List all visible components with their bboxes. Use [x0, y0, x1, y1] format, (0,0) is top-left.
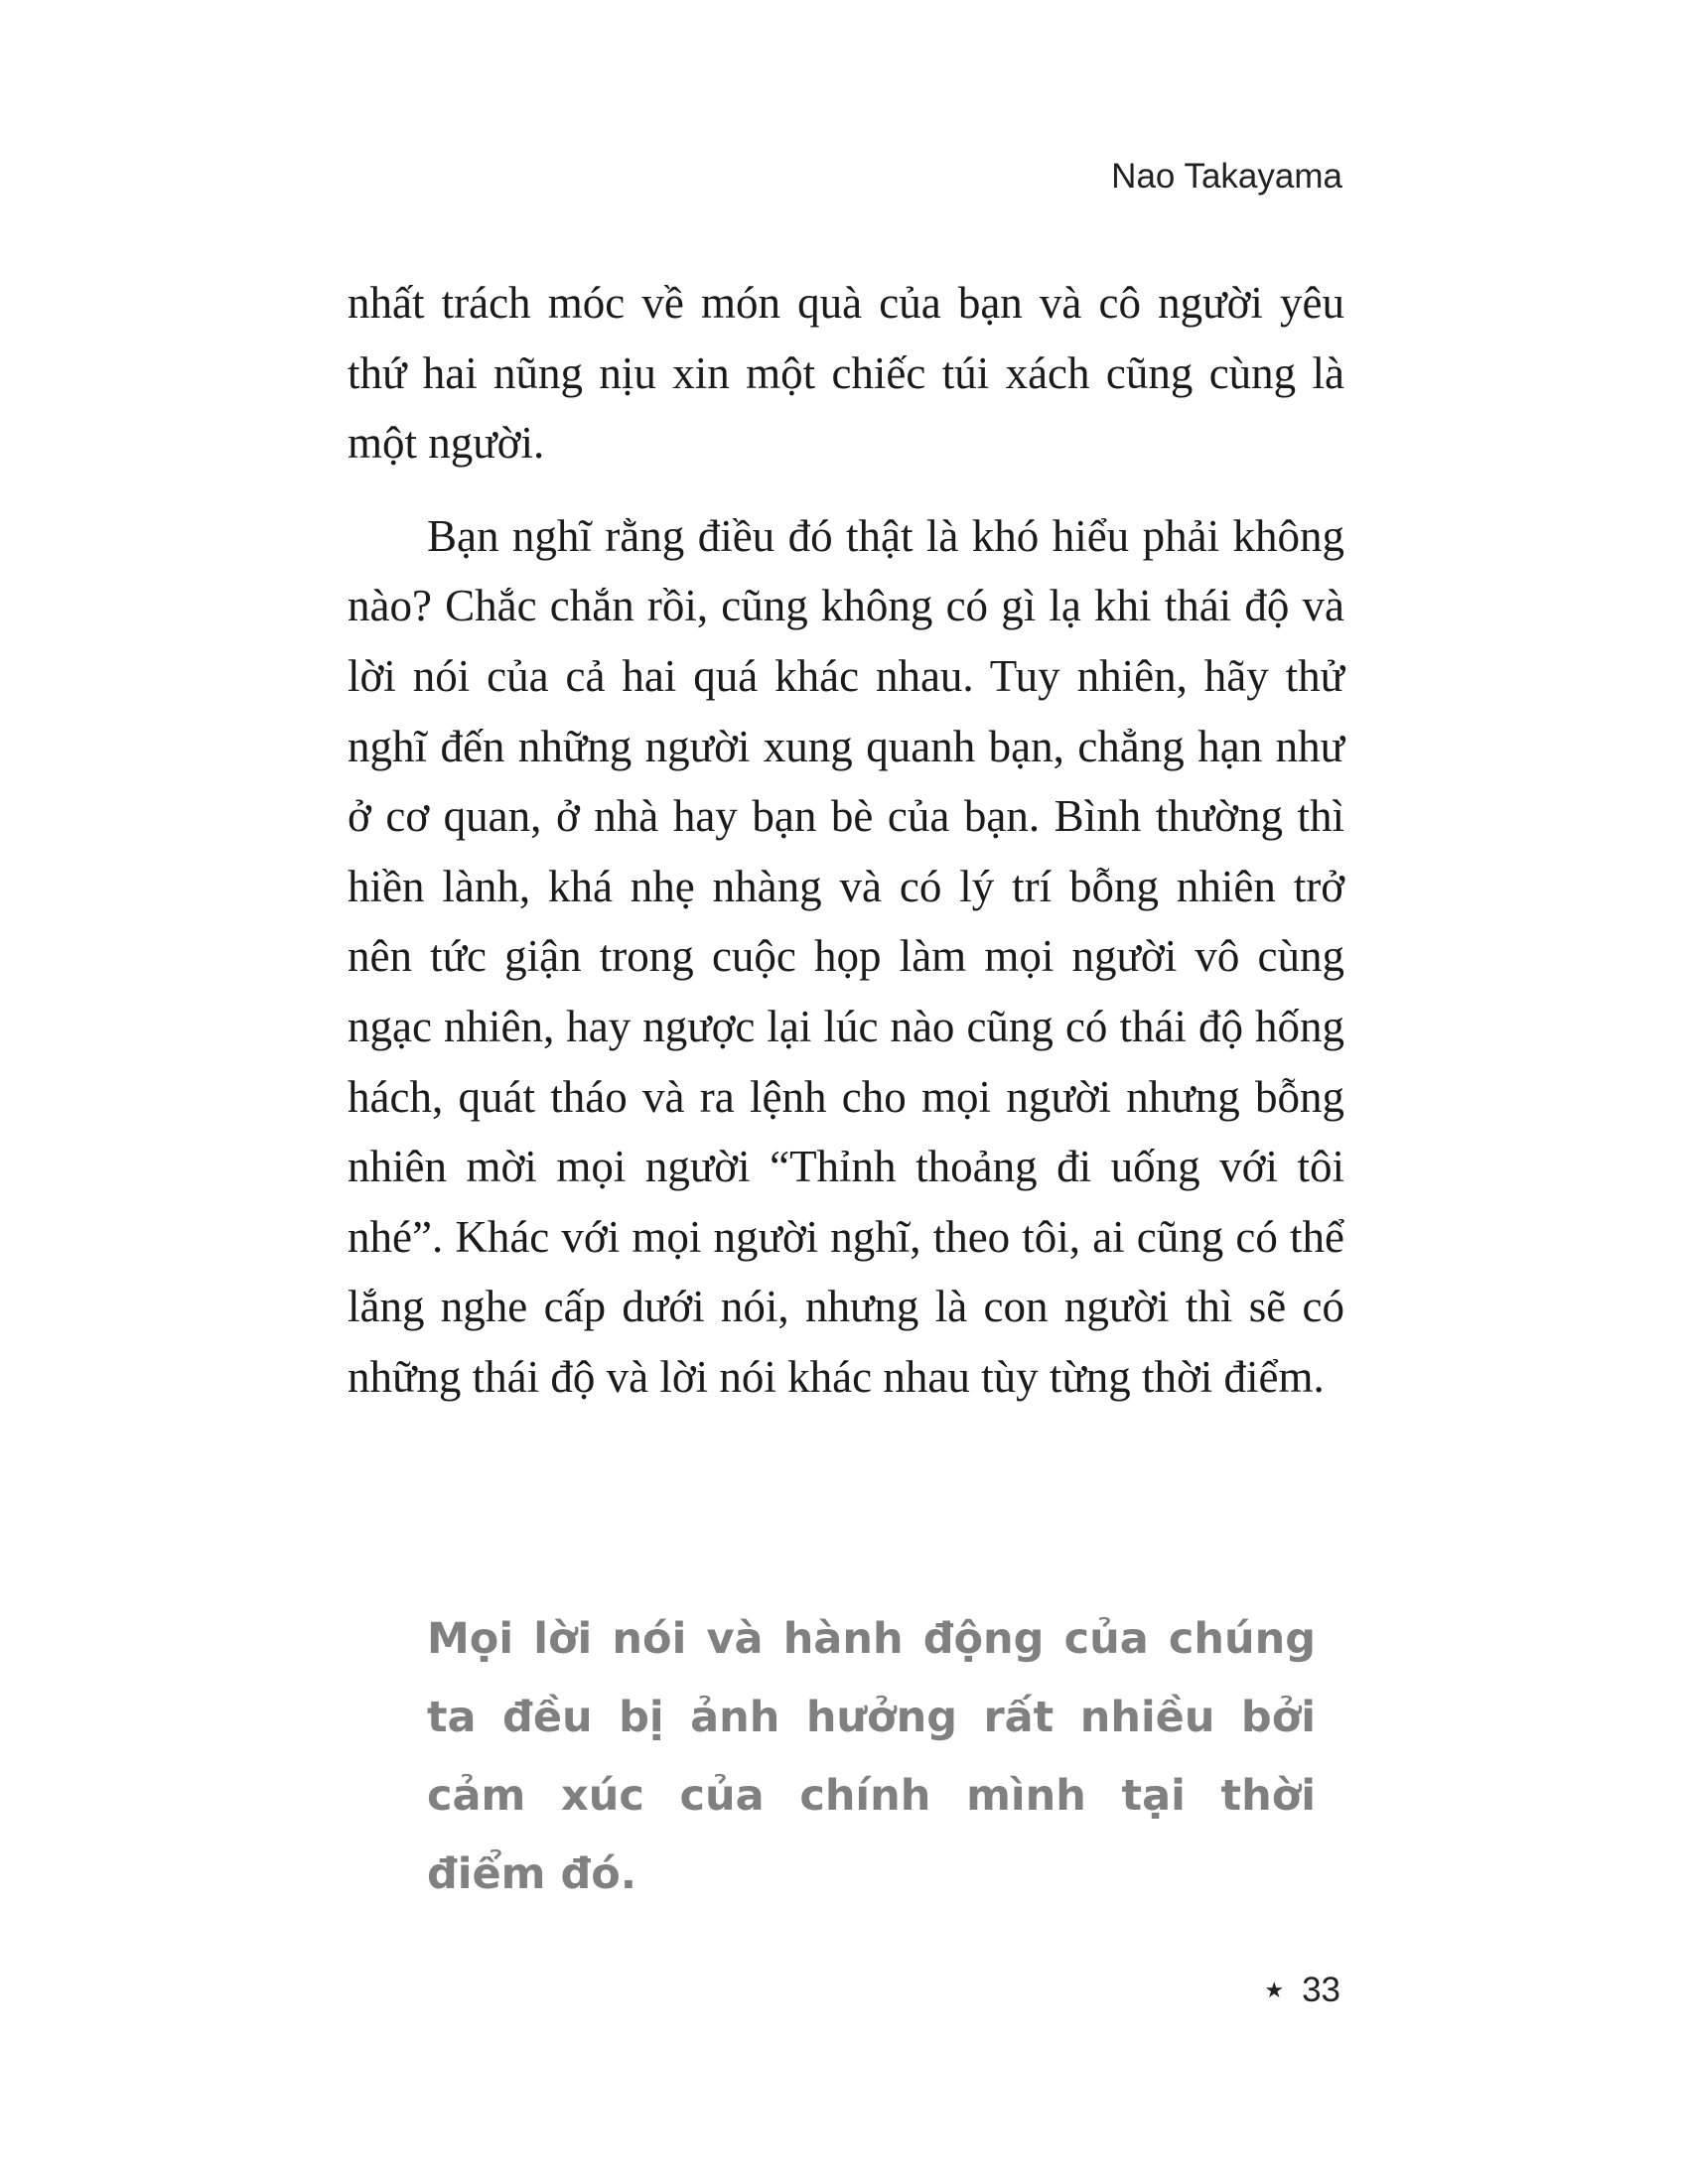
body-text — [348, 268, 1344, 1413]
star-icon: ★ — [1264, 1978, 1285, 2002]
pull-quote: Mọi lời nói và hành động của chúng ta đều bị ảnh hưởng rất nhiều bởi cảm xúc của chính mình tại thời điểm đó. — [427, 1614, 1316, 1899]
paragraph-main: Bạn nghĩ rằng điều đó thật là khó hiểu phải không nào? Chắc chắn rồi, cũng không có gì lạ khi thái độ và lời nói của cả hai quá khác nhau. Tuy nhiên, hãy thử nghĩ đến những người xung quanh bạn, chẳng hạn như ở cơ quan, ở nhà hay bạn bè của bạn. Bình thường thì hiền lành, khá nhẹ nhàng và có lý trí bỗng nhiên trở nên tức giận trong cuộc họp làm mọi người vô cùng ngạc nhiên, hay ngược lại lúc nào cũng có thái độ hống hách, quát tháo và ra lệnh cho mọi người nhưng bỗng nhiên mời mọi người “Thỉnh thoảng đi uống với tôi nhé”. Khác với mọi người nghĩ, theo tôi, ai cũng có thể lắng nghe cấp dưới nói, nhưng là con người thì sẽ có những thái độ và lời nói khác nhau tùy từng thời điểm. — [348, 510, 1344, 1402]
paragraph-continuation: nhất trách móc về món quà của bạn và cô người yêu thứ hai nũng nịu xin một chiếc túi xách cũng cùng là một người. — [348, 278, 1344, 469]
page-footer — [1264, 1971, 1340, 2010]
running-head-author: Nao Takayama — [1111, 157, 1342, 196]
page-number: 33 — [1302, 1971, 1340, 2009]
